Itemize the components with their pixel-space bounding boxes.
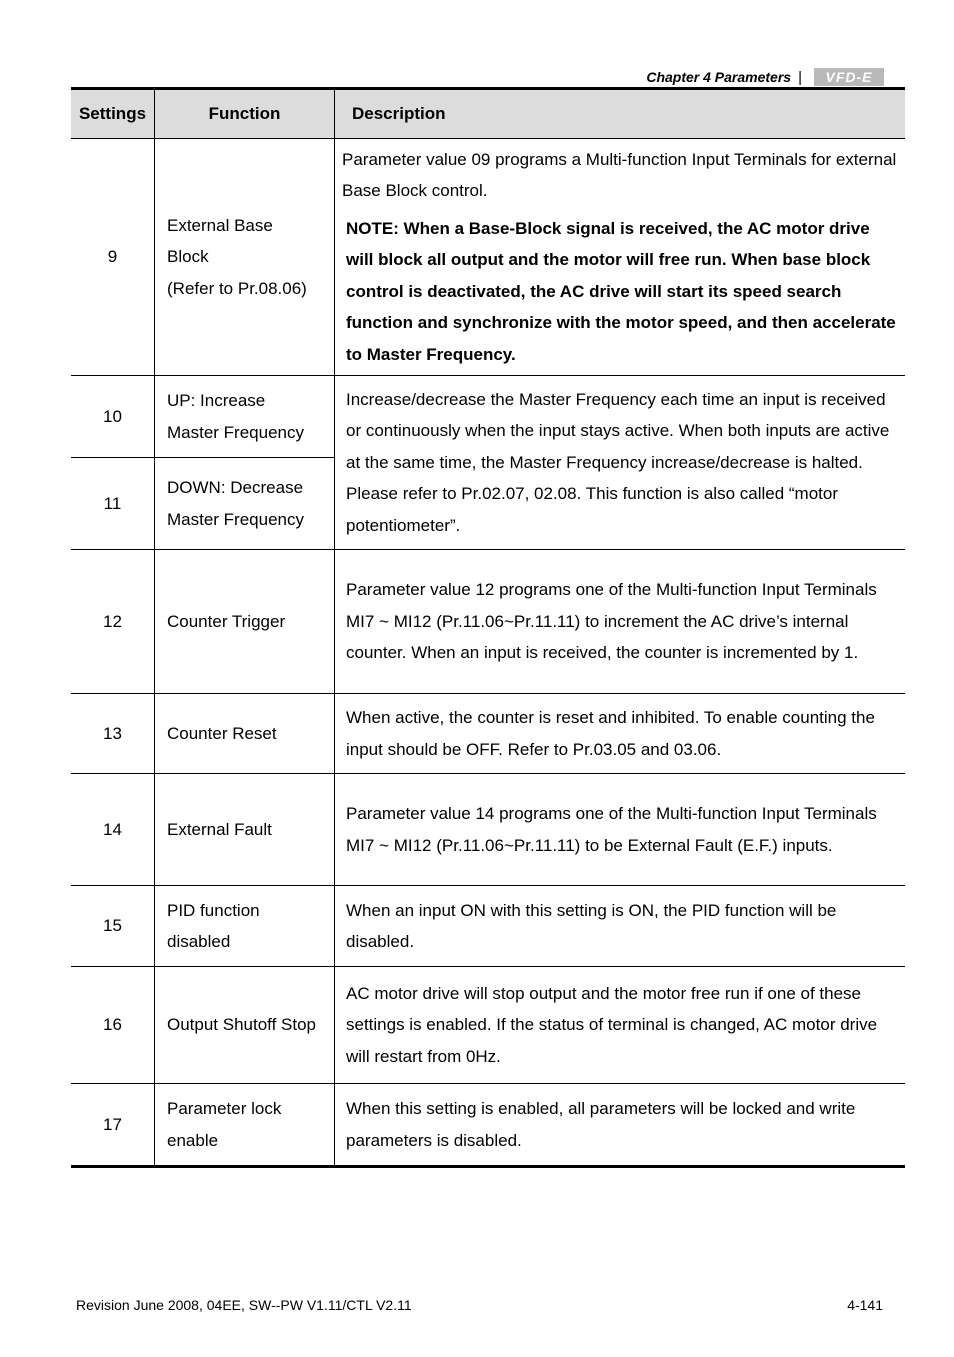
function-line: enable (167, 1130, 219, 1150)
table-row (71, 139, 905, 376)
function-line: Parameter lock (167, 1099, 282, 1118)
function-line: Output Shutoff Stop (167, 1015, 317, 1035)
description-text: Parameter value 14 programs one of the Multi-function Input Terminals MI7 ~ MI12 (Pr.11.06~Pr.11.11) to be External Fault (E.F.) inputs. (346, 804, 877, 855)
column-header-settings: Settings (71, 89, 155, 139)
header-separator: | (798, 68, 802, 86)
revision-footer: Revision June 2008, 04EE, SW--PW V1.11/CTL V2.11 (76, 1297, 412, 1313)
column-header-function: Function (155, 89, 335, 139)
function-line: Counter Trigger (167, 611, 286, 631)
setting-value: 15 (71, 886, 155, 967)
function-cell (155, 1084, 335, 1167)
description-cell (335, 774, 906, 886)
setting-value: 10 (71, 376, 155, 458)
function-line: disabled (167, 932, 231, 951)
function-cell (155, 376, 335, 458)
function-cell (155, 886, 335, 967)
function-cell (155, 139, 335, 376)
function-cell (155, 774, 335, 886)
column-header-description: Description (335, 89, 906, 139)
function-line: Block (167, 247, 209, 267)
parameter-settings-table (71, 87, 905, 1168)
function-cell (155, 458, 335, 550)
description-text: Parameter value 12 programs one of the Multi-function Input Terminals MI7 ~ MI12 (Pr.11.06~Pr.11.11) to increment the AC drive’s internal counter. When an input is received, the counter is incremented by 1. (346, 580, 877, 663)
description-text: When this setting is enabled, all parameters will be locked and write parameters is disabled. (346, 1099, 856, 1150)
function-cell (155, 694, 335, 774)
description-cell (335, 886, 906, 967)
vfd-e-logo: VFD-E (814, 68, 884, 86)
description-cell (335, 139, 906, 376)
page-number: 4-141 (847, 1297, 883, 1313)
setting-value: 17 (71, 1084, 155, 1167)
table-row (71, 967, 905, 1084)
description-note: NOTE: When a Base-Block signal is received, the AC motor drive will block all output and the motor will free run. When base block control is deactivated, the AC drive will start its speed search function and synchronize with the motor speed, and then accelerate to Master Frequency. (346, 218, 896, 364)
description-text: Parameter value 09 programs a Multi-function Input Terminals for external Base Block control. (342, 149, 897, 201)
table-row (71, 774, 905, 886)
setting-value: 9 (71, 139, 155, 376)
function-cell (155, 550, 335, 694)
function-line: External Fault (167, 819, 272, 839)
table-row (71, 376, 905, 458)
table-header-row (71, 89, 905, 139)
page-header (646, 66, 884, 88)
function-line: UP: Increase (167, 391, 266, 410)
setting-value: 16 (71, 967, 155, 1084)
setting-value: 12 (71, 550, 155, 694)
chapter-title: Chapter 4 Parameters (646, 69, 792, 85)
description-text: When an input ON with this setting is ON, the PID function will be disabled. (346, 900, 837, 951)
function-line: Counter Reset (167, 723, 277, 743)
table-row (71, 1084, 905, 1167)
function-line: DOWN: Decrease (167, 478, 304, 497)
setting-value: 14 (71, 774, 155, 886)
table-row (71, 694, 905, 774)
description-cell (335, 967, 906, 1084)
description-cell (335, 550, 906, 694)
description-cell (335, 1084, 906, 1167)
function-line: Master Frequency (167, 422, 304, 442)
table-row (71, 550, 905, 694)
function-line: PID function (167, 900, 260, 920)
description-text: When active, the counter is reset and inhibited. To enable counting the input should be OFF. Refer to Pr.03.05 and 03.06. (346, 708, 875, 759)
function-line: External Base (167, 215, 273, 235)
setting-value: 11 (71, 458, 155, 550)
function-line: (Refer to Pr.08.06) (167, 278, 307, 298)
function-line: Master Frequency (167, 509, 304, 529)
setting-value: 13 (71, 694, 155, 774)
description-text: Increase/decrease the Master Frequency each time an input is received or continuously when the input stays active. When both inputs are active at the same time, the Master Frequency increase/decrease is halted. Please refer to Pr.02.07, 02.08. This function is also called “motor potentiometer”. (346, 389, 890, 535)
description-cell (335, 376, 906, 550)
description-text: AC motor drive will stop output and the motor free run if one of these settings is enabled. If the status of terminal is changed, AC motor drive will restart from 0Hz. (346, 983, 878, 1066)
function-cell (155, 967, 335, 1084)
description-cell (335, 694, 906, 774)
table-row (71, 886, 905, 967)
